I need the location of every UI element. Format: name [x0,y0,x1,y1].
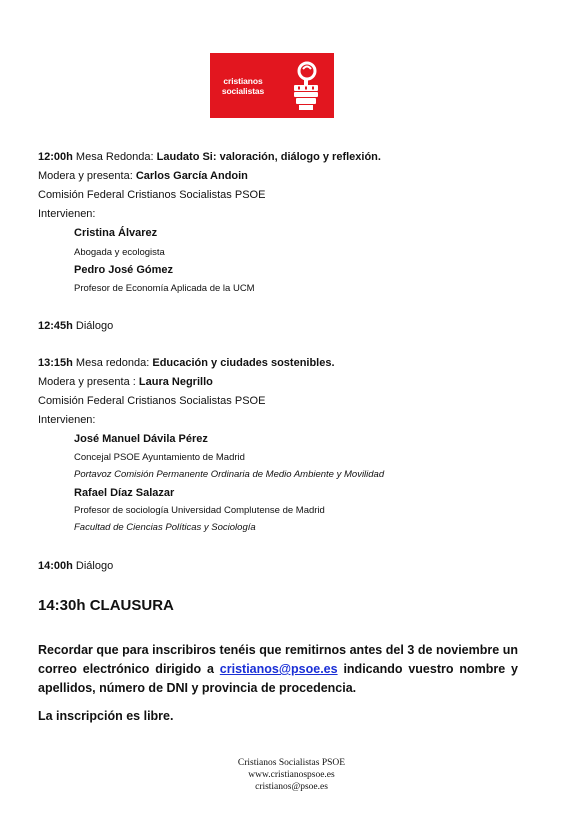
notice-text-before: Recordar que para inscribiros tenéis que remitirnos antes del 3 de noviembre un correo electrónico dirigido a [38,643,518,676]
footer-website: www.cristianospsoe.es [248,770,335,780]
dialog1-label: Diálogo [75,320,114,332]
email-link[interactable]: cristianos@psoe.es [219,662,338,676]
session1-speakers-label: Intervienen: [38,208,96,220]
session1-speaker2-name: Pedro José Gómez [74,264,174,276]
session1-time: 12:00h [38,151,73,163]
dialog2-time: 14:00h [38,560,73,572]
session1-moderator-label: Modera y presenta: [38,170,136,182]
session2-speaker2-role2: Facultad de Ciencias Políticas y Sociología [74,522,256,533]
session1-moderator-name: Carlos García Andoin [135,170,248,182]
fist-rose-icon [288,59,324,111]
registration-free: La inscripción es libre. [38,709,174,723]
footer-email: cristianos@psoe.es [255,782,328,792]
session2-time: 13:15h [38,357,73,369]
session2-title: Educación y ciudades sostenibles. [152,357,335,369]
dialog1 [38,320,113,332]
dialog1-time: 12:45h [38,320,73,332]
session2-speaker2-role: Profesor de sociología Universidad Complutense de Madrid [74,505,325,516]
dialog2-label: Diálogo [75,560,114,572]
logo-line-1: cristianos [223,75,263,86]
session1-speaker1-role: Abogada y ecologista [74,247,165,258]
session2-moderator-label: Modera y presenta : [38,376,139,388]
session1-type: Mesa Redonda: [75,151,157,163]
footer [0,757,583,793]
session2-speaker1-name: José Manuel Dávila Pérez [74,433,208,445]
session2-type: Mesa redonda: [75,357,153,369]
logo-text [210,76,276,96]
session1-speaker2-role: Profesor de Economía Aplicada de la UCM [74,283,255,294]
session1-speaker1-name: Cristina Álvarez [74,227,158,239]
registration-notice [38,641,518,698]
cristianos-socialistas-logo [210,53,334,118]
session1-title: Laudato Si: valoración, diálogo y reflexión. [156,151,381,163]
session2-heading [38,357,335,369]
closing-title: 14:30h CLAUSURA [38,597,174,614]
session2-moderator-org: Comisión Federal Cristianos Socialistas PSOE [38,395,266,407]
session2-speaker1-role2: Portavoz Comisión Permanente Ordinaria de Medio Ambiente y Movilidad [74,469,385,480]
dialog2 [38,560,113,572]
logo-line-2: socialistas [221,85,265,96]
session2-speakers-label: Intervienen: [38,414,96,426]
session1-heading [38,151,381,163]
notice-text-after: indicando vuestro nombre y apellidos, número de DNI y provincia de procedencia. [38,662,518,695]
session2-moderator [38,376,213,388]
session2-speaker2-name: Rafael Díaz Salazar [74,487,175,499]
footer-org: Cristianos Socialistas PSOE [237,758,346,768]
session1-moderator [38,170,248,182]
session1-moderator-org: Comisión Federal Cristianos Socialistas PSOE [38,189,266,201]
session2-speaker1-role: Concejal PSOE Ayuntamiento de Madrid [74,452,245,463]
session2-moderator-name: Laura Negrillo [138,376,213,388]
